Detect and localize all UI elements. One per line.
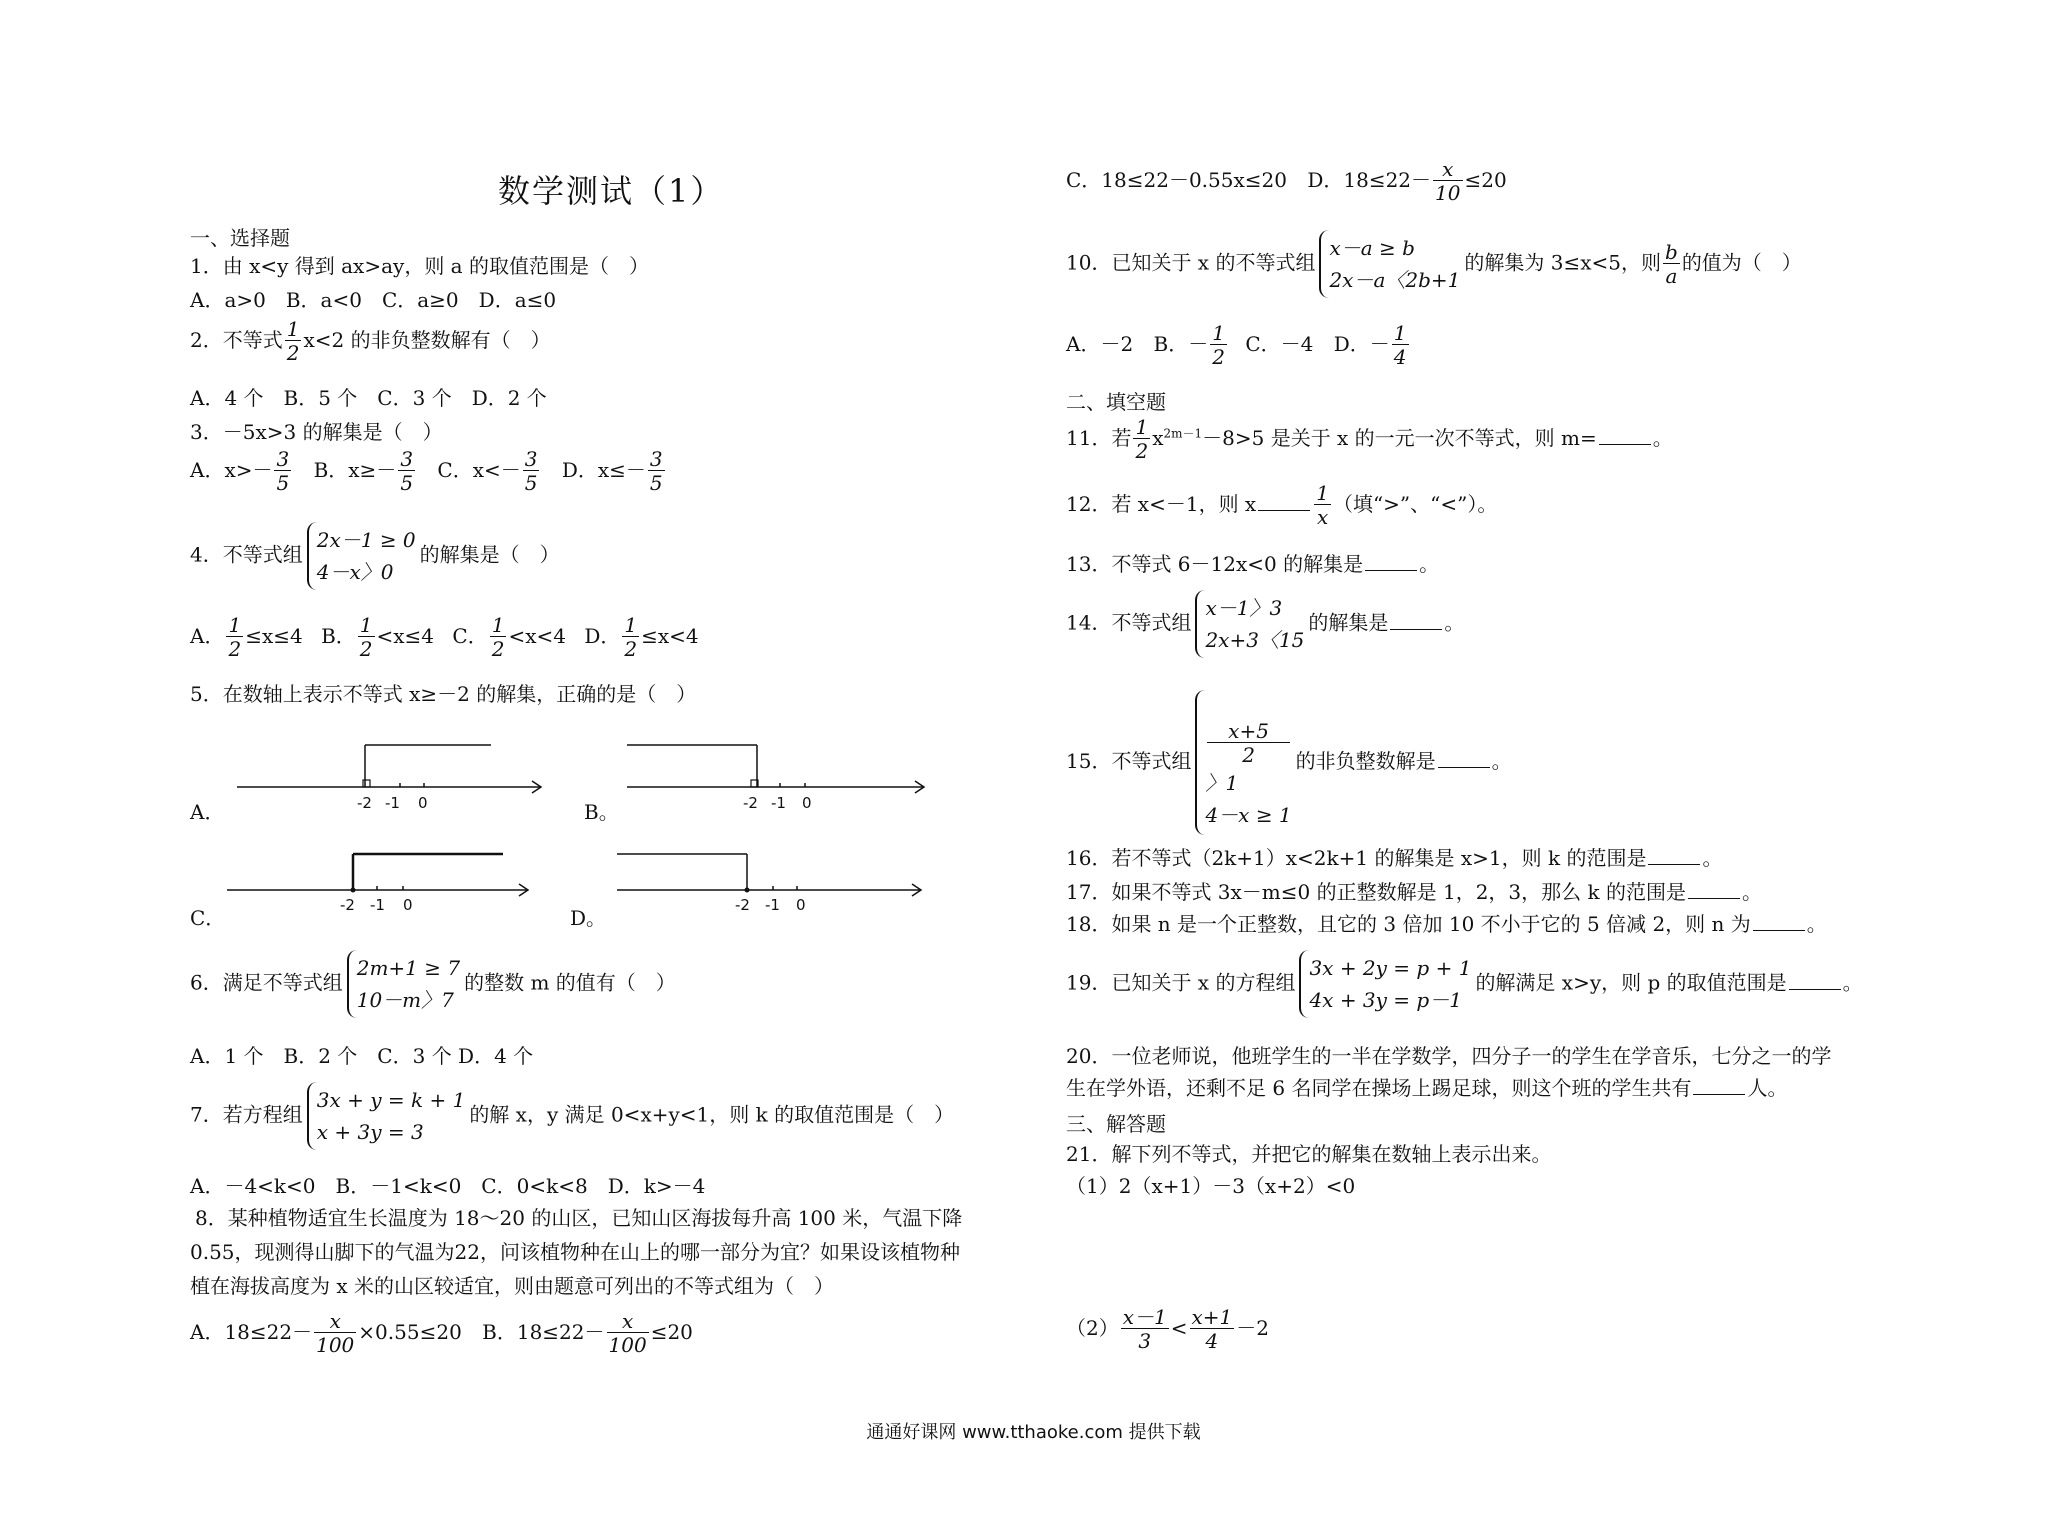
q12-blank[interactable] — [1258, 510, 1310, 511]
q20-line-1: 20．一位老师说，他班学生的一半在学数学，四分子一的学生在学音乐，七分之一的学 — [1066, 1044, 1832, 1068]
q3-text: 3．－5x>3 的解集是（ ） — [190, 420, 443, 444]
tick-label: -2 — [735, 896, 750, 914]
q17-text: 17．如果不等式 3x－m≤0 的正整数解是 1，2，3，那么 k 的范围是 。 — [1066, 880, 1762, 904]
q19-blank[interactable] — [1789, 989, 1841, 990]
q8-line-2: 0.55，现测得山脚下的气温为22，问该植物种在山上的哪一部分为宜？如果设该植物种 — [190, 1240, 960, 1264]
tick-label: 0 — [418, 794, 428, 812]
q3-option-d: D．x≤－ $\frac{3}{5}$ — [561, 447, 663, 495]
q1-text: 1．由 x<y 得到 ax>ay，则 a 的取值范围是（ ） — [190, 254, 649, 278]
q5-label-a: A． — [190, 800, 225, 824]
q3-option-a: A．x>－ $\frac{3}{5}$ — [190, 447, 290, 495]
q19-text: 19．已知关于 x 的方程组 3x + 2y = p + 1 4x + 3y = p－1 的解满足 x>y，则 p 的取值范围是 。 — [1066, 950, 1863, 1018]
q19-system: 3x + 2y = p + 1 4x + 3y = p－1 — [1299, 950, 1471, 1018]
q10-options: A．－2 B．－ $\frac{1}{2}$ C．－4 D．－ $\frac{1}{4}$ — [1066, 321, 1407, 369]
q8-options-cd: C．18≤22－0.55x≤20 D．18≤22－ $\frac{x}{10}$ ≤20 — [1066, 157, 1507, 205]
q5-numberline-a — [235, 735, 555, 815]
q1-options: A．a>0 B．a<0 C．a≥0 D．a≤0 — [190, 288, 557, 312]
q7-system: 3x + y = k + 1 x + 3y = 3 — [307, 1082, 466, 1150]
q21-part-2: （2） $\frac{x-1}{3}$ < $\frac{x+1}{4}$ －2 — [1066, 1305, 1270, 1353]
q7-options: A．－4<k<0 B．－1<k<0 C．0<k<8 D．k>－4 — [190, 1174, 706, 1198]
q2-fraction: $\frac{1}{2}$ — [286, 317, 300, 365]
q3-option-b: B．x≥－ $\frac{3}{5}$ — [313, 447, 414, 495]
tick-label: -1 — [765, 896, 780, 914]
q15-text: 15．不等式组 x+5 2 〉1 4－x ≥ 1 的非负整数解是 。 — [1066, 690, 1512, 835]
q8-options-ab: A．18≤22－ $\frac{x}{100}$ ×0.55≤20 B．18≤22－ $\frac{x}{100}$ ≤20 — [190, 1309, 693, 1357]
q11-text: 11．若 $\frac{1}{2}$ $x^{2m-1}-8>5$ 是关于 x 的一元一次不等式，则 m= 。 — [1066, 415, 1673, 463]
q8-line-3: 植在海拔高度为 x 米的山区较适宜，则由题意可列出的不等式组为（ ） — [190, 1274, 834, 1298]
q20-blank[interactable] — [1693, 1094, 1745, 1095]
q8-line-1: 8．某种植物适宜生长温度为 18～20 的山区，已知山区海拔每升高 100 米，气温下降 — [195, 1206, 963, 1230]
q2-options: A．4 个 B．5 个 C．3 个 D．2 个 — [190, 386, 547, 410]
tick-label: 0 — [796, 896, 806, 914]
q5-label-b: B。 — [584, 800, 619, 824]
tick-label: -2 — [340, 896, 355, 914]
q21-text: 21．解下列不等式，并把它的解集在数轴上表示出来。 — [1066, 1142, 1552, 1166]
q11-blank[interactable] — [1599, 444, 1651, 445]
q18-text: 18．如果 n 是一个正整数，且它的 3 倍加 10 不小于它的 5 倍减 2，则 n 为 。 — [1066, 912, 1827, 936]
q14-system: x－1〉3 2x+3〈15 — [1195, 590, 1304, 658]
page-title: 数学测试（1） — [498, 172, 725, 210]
q10-text: 10．已知关于 x 的不等式组 x－a ≥ b 2x－a〈2b+1 的解集为 3≤x<5，则 $\frac{b}{a}$ 的值为（ ） — [1066, 230, 1802, 298]
q14-blank[interactable] — [1390, 629, 1442, 630]
tick-label: -1 — [385, 794, 400, 812]
tick-label: -1 — [771, 794, 786, 812]
q18-blank[interactable] — [1753, 930, 1805, 931]
q6-options: A．1 个 B．2 个 C．3 个 D．4 个 — [190, 1044, 534, 1068]
q4-options: A． $\frac{1}{2}$ ≤x≤4 B． $\frac{1}{2}$ <x≤4 C． $\frac{1}{2}$ <x<4 D． $\frac{1}{2}$ ≤x<4 — [190, 613, 699, 661]
q5-numberline-d — [615, 842, 935, 922]
tick-label: -2 — [743, 794, 758, 812]
q5-numberline-b — [625, 735, 935, 815]
q5-numberline-c — [225, 842, 545, 922]
q20-line-2: 生在学外语，还剩不足 6 名同学在操场上踢足球，则这个班的学生共有 人。 — [1066, 1076, 1788, 1100]
q14-text: 14．不等式组 x－1〉3 2x+3〈15 的解集是 。 — [1066, 590, 1464, 658]
q2-text: 2．不等式 $\frac{1}{2}$ x<2 的非负整数解有（ ） — [190, 317, 551, 365]
q5-label-c: C． — [190, 906, 226, 930]
section-choice-heading: 一、选择题 — [190, 226, 290, 250]
q5-text: 5．在数轴上表示不等式 x≥－2 的解集，正确的是（ ） — [190, 682, 697, 706]
q21-part-1: （1）2（x+1）－3（x+2）<0 — [1066, 1174, 1356, 1198]
page-footer: 通通好课网 www.tthaoke.com 提供下载 — [866, 1422, 1201, 1443]
q4-system: 2x－1 ≥ 0 4－x〉0 — [307, 522, 416, 590]
q6-system: 2m+1 ≥ 7 10－m〉7 — [347, 950, 460, 1018]
tick-label: -1 — [370, 896, 385, 914]
q5-label-d: D。 — [570, 906, 607, 930]
q13-text: 13．不等式 6－12x<0 的解集是 。 — [1066, 552, 1440, 576]
q3-option-c: C．x<－ $\frac{3}{5}$ — [437, 447, 538, 495]
section-fill-heading: 二、填空题 — [1066, 390, 1166, 414]
section-answer-heading: 三、解答题 — [1066, 1112, 1166, 1136]
q12-text: 12．若 x<－1，则 x $\frac{1}{x}$ （填“>”、“<”）。 — [1066, 481, 1498, 529]
q15-system: x+5 2 〉1 4－x ≥ 1 — [1195, 690, 1291, 835]
q15-blank[interactable] — [1438, 767, 1490, 768]
q4-text: 4．不等式组 2x－1 ≥ 0 4－x〉0 的解集是（ ） — [190, 522, 560, 590]
q7-text: 7．若方程组 3x + y = k + 1 x + 3y = 3 的解 x，y 满足 0<x+y<1，则 k 的取值范围是（ ） — [190, 1082, 954, 1150]
q16-text: 16．若不等式（2k+1）x<2k+1 的解集是 x>1，则 k 的范围是 。 — [1066, 846, 1723, 870]
q13-blank[interactable] — [1365, 570, 1417, 571]
q6-text: 6．满足不等式组 2m+1 ≥ 7 10－m〉7 的整数 m 的值有（ ） — [190, 950, 676, 1018]
q16-blank[interactable] — [1648, 864, 1700, 865]
q17-blank[interactable] — [1688, 898, 1740, 899]
tick-label: -2 — [357, 794, 372, 812]
tick-label: 0 — [802, 794, 812, 812]
q3-options — [190, 448, 667, 495]
tick-label: 0 — [403, 896, 413, 914]
q10-system: x－a ≥ b 2x－a〈2b+1 — [1319, 230, 1460, 298]
